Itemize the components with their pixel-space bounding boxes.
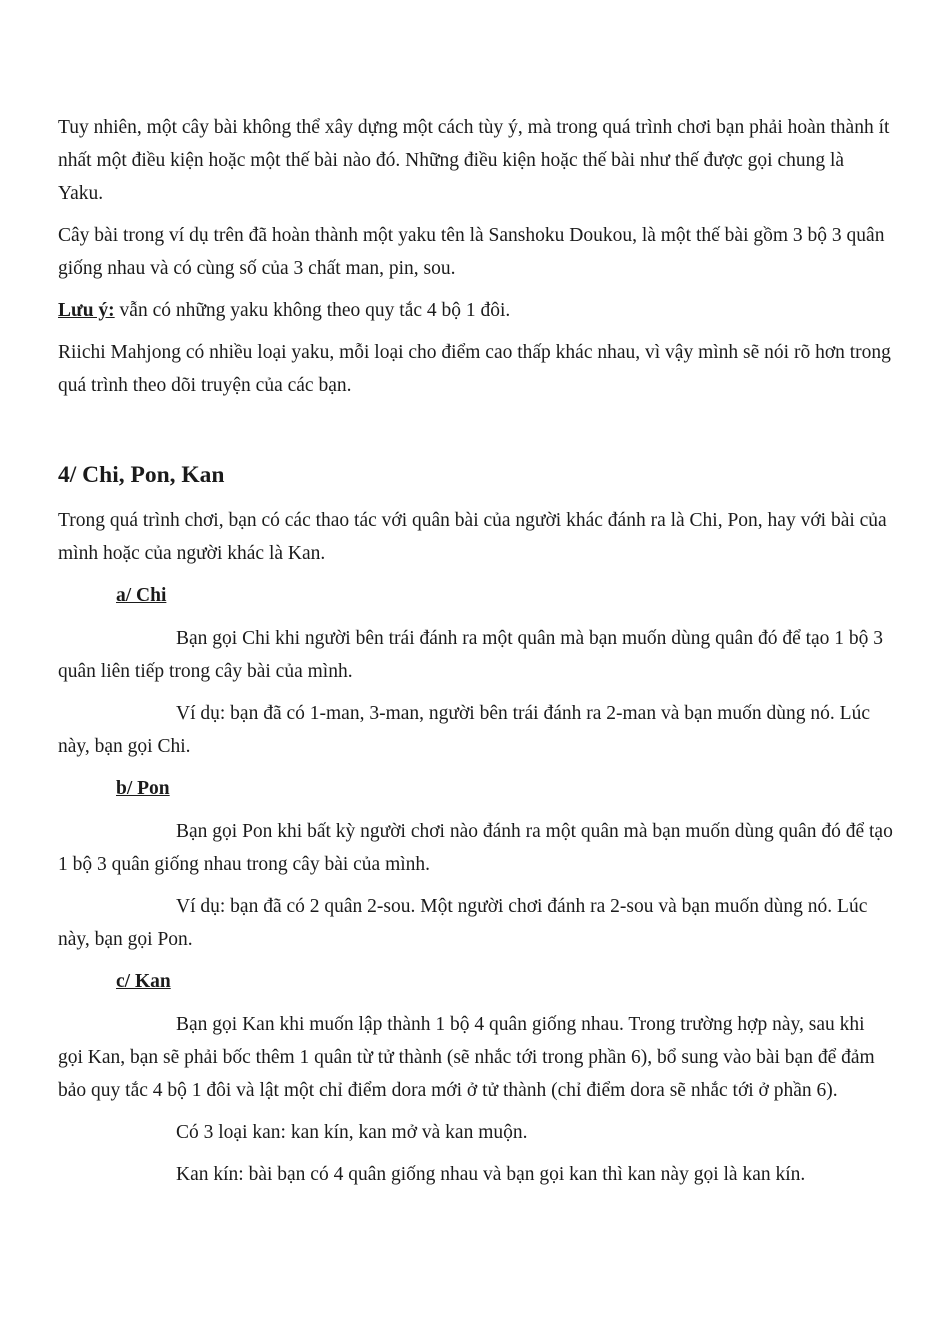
paragraph-chi-example: Ví dụ: bạn đã có 1-man, 3-man, người bên trái đánh ra 2-man và bạn muốn dùng nó. Lúc này, bạn gọi Chi.: [58, 703, 870, 757]
paragraph-pon-rule: Bạn gọi Pon khi bất kỳ người chơi nào đánh ra một quân mà bạn muốn dùng quân đó để tạo 1 bộ 3 quân giống nhau trong cây bài của mình.: [58, 821, 893, 875]
paragraph-kan-closed: Kan kín: bài bạn có 4 quân giống nhau và bạn gọi kan thì kan này gọi là kan kín.: [176, 1164, 806, 1185]
subsection-heading-pon: b/ Pon: [116, 778, 170, 799]
section-heading-chi-pon-kan: 4/ Chi, Pon, Kan: [58, 462, 225, 488]
paragraph-note: [58, 294, 893, 327]
subsection-heading-kan: c/ Kan: [116, 971, 171, 992]
paragraph-yaku-intro: Tuy nhiên, một cây bài không thể xây dựng một cách tùy ý, mà trong quá trình chơi bạn phải hoàn thành ít nhất một điều kiện hoặc một thế bài nào đó. Những điều kiện hoặc thế bài như thế được gọi chung là Yaku.: [58, 117, 890, 204]
subsection-heading-chi: a/ Chi: [116, 585, 167, 606]
paragraph-chi-rule: Bạn gọi Chi khi người bên trái đánh ra một quân mà bạn muốn dùng quân đó để tạo 1 bộ 3 quân liên tiếp trong cây bài của mình.: [58, 628, 884, 682]
paragraph-section4-intro: Trong quá trình chơi, bạn có các thao tác với quân bài của người khác đánh ra là Chi, Pon, hay với bài của mình hoặc của người khác là Kan.: [58, 510, 887, 564]
paragraph-kan-types: Có 3 loại kan: kan kín, kan mở và kan muộn.: [176, 1122, 528, 1143]
note-text: vẫn có những yaku không theo quy tắc 4 bộ 1 đôi.: [114, 300, 511, 321]
paragraph-yaku-types: Riichi Mahjong có nhiều loại yaku, mỗi loại cho điểm cao thấp khác nhau, vì vậy mình sẽ nói rõ hơn trong quá trình theo dõi truyện của các bạn.: [58, 342, 891, 396]
paragraph-pon-example: Ví dụ: bạn đã có 2 quân 2-sou. Một người chơi đánh ra 2-sou và bạn muốn dùng nó. Lúc này, bạn gọi Pon.: [58, 896, 868, 950]
note-label: Lưu ý:: [58, 300, 115, 321]
paragraph-kan-rule: Bạn gọi Kan khi muốn lập thành 1 bộ 4 quân giống nhau. Trong trường hợp này, sau khi gọi Kan, bạn sẽ phải bốc thêm 1 quân từ tử thành (sẽ nhắc tới trong phần 6), bổ sung vào bài bạn để đảm bảo quy tắc 4 bộ 1 đôi và lật một chỉ điểm dora mới ở tử thành (chỉ điểm dora sẽ nhắc tới ở phần 6).: [58, 1014, 875, 1101]
paragraph-sanshoku-example: Cây bài trong ví dụ trên đã hoàn thành một yaku tên là Sanshoku Doukou, là một thế bài gồm 3 bộ 3 quân giống nhau và có cùng số của 3 chất man, pin, sou.: [58, 225, 885, 279]
